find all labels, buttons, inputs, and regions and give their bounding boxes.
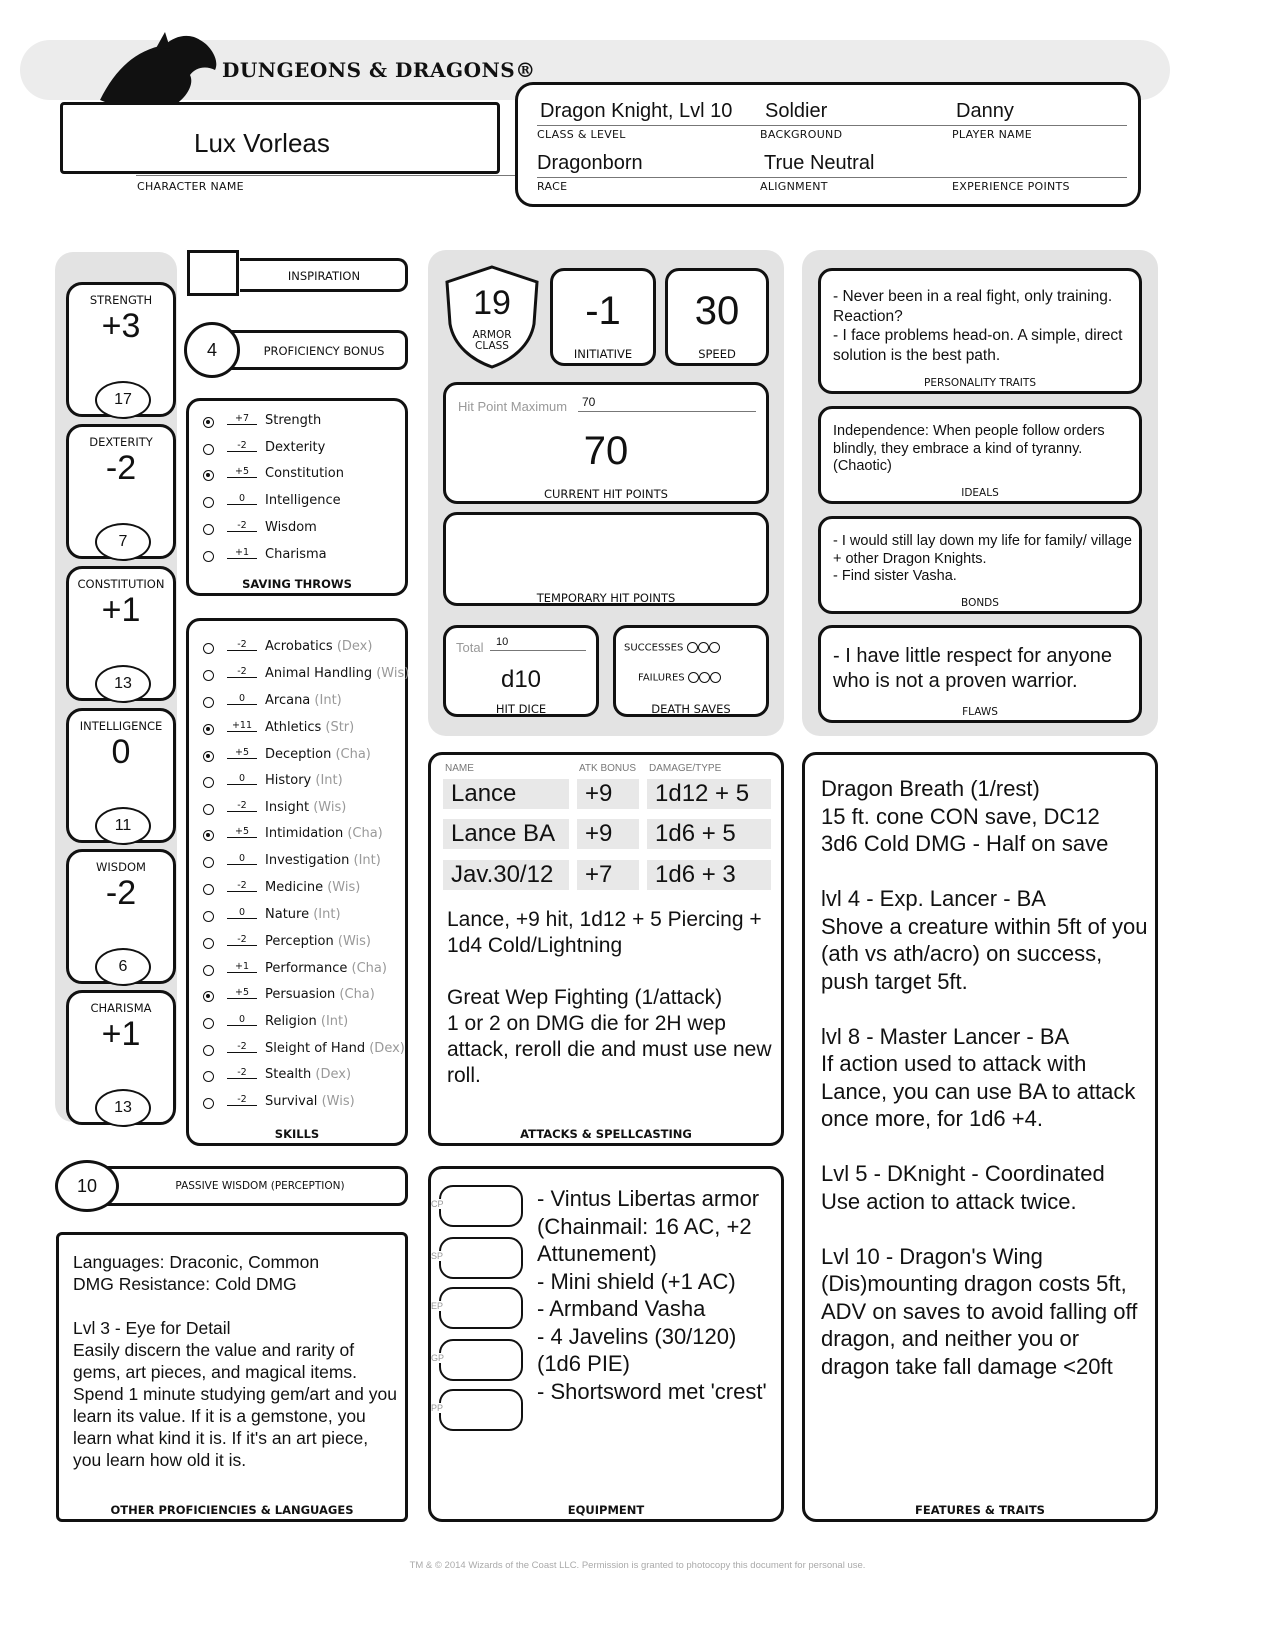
background[interactable]: Soldier: [765, 100, 828, 122]
attacks-col-damage: DAMAGE/TYPE: [649, 763, 722, 774]
ability-charisma: [66, 990, 176, 1125]
save-mod: +1: [227, 547, 257, 559]
skill-mod: -2: [227, 639, 257, 651]
speed-value[interactable]: 30: [694, 289, 740, 333]
skill-name: Persuasion (Cha): [265, 987, 375, 1002]
skill-name: Medicine (Wis): [265, 880, 361, 895]
save-mod: -2: [227, 520, 257, 532]
armor-class-value[interactable]: 19: [473, 284, 511, 322]
skills-label: SKILLS: [274, 1127, 320, 1141]
bonds-text[interactable]: - I would still lay down my life for family/ village + other Dragon Knights. - Find sister Vasha.: [833, 533, 1132, 584]
coin-label: SP: [431, 1251, 444, 1261]
initiative-label: INITIATIVE: [573, 347, 633, 361]
alignment-label: ALIGNMENT: [760, 180, 828, 193]
attacks-col-name: NAME: [445, 763, 474, 774]
character-name[interactable]: Lux Vorleas: [194, 128, 330, 158]
temp-hp-box[interactable]: [443, 512, 769, 606]
proficiency-dot[interactable]: [203, 497, 214, 508]
attacks-col-bonus: ATK BONUS: [579, 763, 637, 774]
features-label: FEATURES & TRAITS: [915, 1503, 1045, 1517]
other-proficiencies-label: OTHER PROFICIENCIES & LANGUAGES: [110, 1503, 354, 1517]
skill-name: Investigation (Int): [265, 853, 381, 868]
proficiency-dot[interactable]: [203, 724, 214, 735]
ability-dexterity: [66, 424, 176, 559]
ability-score[interactable]: 17: [95, 381, 151, 419]
save-name: Wisdom: [265, 520, 317, 535]
ability-score[interactable]: 11: [95, 807, 151, 845]
skill-mod: -2: [227, 1067, 257, 1079]
skill-mod: -2: [227, 934, 257, 946]
weapon-bonus[interactable]: +9: [577, 779, 639, 809]
skill-mod: +1: [227, 961, 257, 973]
skill-mod: +5: [227, 747, 257, 759]
coin-ep[interactable]: [431, 1287, 523, 1329]
failure-circle-2[interactable]: [699, 672, 710, 683]
weapon-damage[interactable]: 1d12 + 5: [647, 779, 771, 809]
coin-label: CP: [431, 1199, 444, 1209]
skill-mod: 0: [227, 773, 257, 785]
temp-hp-label: TEMPORARY HIT POINTS: [536, 591, 676, 605]
current-hp-label: CURRENT HIT POINTS: [543, 487, 668, 501]
character-name-label: CHARACTER NAME: [137, 180, 244, 193]
proficiency-dot[interactable]: [203, 884, 214, 895]
proficiency-dot[interactable]: [203, 643, 214, 654]
skill-mod: -2: [227, 666, 257, 678]
attacks-label: ATTACKS & SPELLCASTING: [520, 1127, 692, 1141]
initiative-box: [550, 268, 656, 366]
personality-traits-label: PERSONALITY TRAITS: [924, 377, 1036, 389]
skill-name: Survival (Wis): [265, 1094, 355, 1109]
coin-sp[interactable]: [431, 1237, 523, 1279]
ability-modifier[interactable]: -2: [105, 449, 137, 487]
save-name: Strength: [265, 413, 322, 428]
proficiency-dot[interactable]: [203, 417, 214, 428]
ability-score[interactable]: 6: [95, 948, 151, 986]
proficiency-dot[interactable]: [203, 444, 214, 455]
hp-max-label: Hit Point Maximum: [458, 399, 568, 414]
skill-mod: +5: [227, 826, 257, 838]
failures-row: [638, 672, 721, 684]
passive-wisdom-label: PASSIVE WISDOM (PERCEPTION): [175, 1180, 345, 1192]
proficiency-dot[interactable]: [203, 1098, 214, 1109]
coin-gp[interactable]: [431, 1339, 523, 1381]
proficiency-dot[interactable]: [203, 857, 214, 868]
flaws-text[interactable]: - I have little respect for anyone who is not a proven warrior.: [833, 645, 1118, 692]
ability-name: DEXTERITY: [89, 435, 153, 449]
coin-label: GP: [431, 1353, 445, 1363]
save-mod: 0: [227, 493, 257, 505]
save-name: Dexterity: [265, 440, 326, 455]
equipment-label: EQUIPMENT: [567, 1503, 645, 1517]
other-proficiencies-text[interactable]: Languages: Draconic, Common DMG Resistance: Cold DMG Lvl 3 - Eye for Detail Easily discern the value and rarity of gems, art pieces, and magical items. Spend 1 minute studying gem/art and you learn its value. If it is a gemstone, you learn what kind it is. If it's an art piece, you learn how old it is.: [73, 1252, 397, 1470]
proficiency-bonus-label: PROFICIENCY BONUS: [263, 344, 385, 358]
hit-dice-value[interactable]: d10: [500, 666, 542, 693]
skill-name: Intimidation (Cha): [265, 826, 383, 841]
skill-name: Animal Handling (Wis): [265, 666, 410, 681]
race[interactable]: Dragonborn: [537, 152, 643, 174]
skill-mod: 0: [227, 907, 257, 919]
flaws-box: [818, 625, 1142, 723]
hit-dice-total-value[interactable]: 10: [496, 636, 509, 648]
ability-modifier[interactable]: +1: [101, 1015, 141, 1053]
skill-mod: -2: [227, 1094, 257, 1106]
weapon-name[interactable]: Lance BA: [443, 819, 569, 849]
proficiency-dot[interactable]: [203, 551, 214, 562]
experience-points-label: EXPERIENCE POINTS: [952, 180, 1070, 193]
personality-traits-text[interactable]: - Never been in a real fight, only training. Reaction? - I face problems head-on. A simple, direct solution is the best path.: [833, 288, 1123, 364]
coin-pp[interactable]: [431, 1389, 523, 1431]
proficiency-dot[interactable]: [203, 777, 214, 788]
ideals-box: [818, 406, 1142, 504]
death-saves-label: DEATH SAVES: [651, 702, 731, 716]
proficiency-dot[interactable]: [203, 911, 214, 922]
proficiency-dot[interactable]: [203, 1018, 214, 1029]
failures-label: FAILURES: [638, 672, 685, 684]
weapon-bonus[interactable]: +7: [577, 860, 639, 890]
ability-score[interactable]: 7: [95, 523, 151, 561]
proficiency-dot[interactable]: [203, 804, 214, 815]
coin-label: PP: [431, 1403, 444, 1413]
success-circle-1[interactable]: [687, 642, 698, 653]
ideals-text[interactable]: Independence: When people follow orders blindly, they embrace a kind of tyranny. (Chaotic): [833, 423, 1109, 474]
equipment-box: [428, 1166, 784, 1522]
skill-mod: 0: [227, 1014, 257, 1026]
current-hp-box: [443, 382, 769, 504]
save-mod: +7: [227, 413, 257, 425]
proficiency-dot[interactable]: [203, 751, 214, 762]
hit-dice-total-label: Total: [456, 640, 484, 655]
player-name[interactable]: Danny: [956, 100, 1014, 122]
skill-mod: -2: [227, 880, 257, 892]
skill-mod: 0: [227, 853, 257, 865]
proficiency-dot[interactable]: [203, 524, 214, 535]
class-level-label: CLASS & LEVEL: [537, 128, 626, 141]
save-mod: +5: [227, 466, 257, 478]
background-label: BACKGROUND: [760, 128, 843, 141]
coin-label: EP: [431, 1301, 444, 1311]
ability-score[interactable]: 13: [95, 1089, 151, 1127]
weapon-name[interactable]: Lance: [443, 779, 569, 809]
death-saves-box: [613, 625, 769, 717]
speed-label: SPEED: [698, 347, 736, 361]
proficiency-dot[interactable]: [203, 1045, 214, 1056]
skill-name: Religion (Int): [265, 1014, 349, 1029]
ability-intelligence: [66, 708, 176, 843]
other-proficiencies-box: [56, 1232, 408, 1522]
passive-wisdom-value[interactable]: 10: [55, 1160, 119, 1212]
proficiency-dot[interactable]: [203, 938, 214, 949]
weapon-bonus[interactable]: +9: [577, 819, 639, 849]
failure-circle-1[interactable]: [688, 672, 699, 683]
skill-name: Athletics (Str): [265, 720, 355, 735]
successes-row: [624, 642, 720, 654]
class-level[interactable]: Dragon Knight, Lvl 10: [540, 100, 733, 122]
proficiency-bonus-value[interactable]: 4: [184, 322, 240, 378]
weapon-name[interactable]: Jav.30/12: [443, 860, 569, 890]
attacks-box: [428, 752, 784, 1146]
bonds-box: [818, 516, 1142, 614]
inspiration-checkbox[interactable]: [187, 250, 239, 296]
hit-dice-label: HIT DICE: [495, 702, 547, 716]
flaws-label: FLAWS: [962, 706, 998, 718]
skill-mod: 0: [227, 693, 257, 705]
save-name: Constitution: [265, 466, 344, 481]
skill-mod: +5: [227, 987, 257, 999]
weapon-damage[interactable]: 1d6 + 3: [647, 860, 771, 890]
proficiency-dot[interactable]: [203, 830, 214, 841]
hp-max-value[interactable]: 70: [582, 395, 596, 409]
success-circle-3[interactable]: [709, 642, 720, 653]
alignment[interactable]: True Neutral: [764, 152, 875, 174]
proficiency-dot[interactable]: [203, 1071, 214, 1082]
skill-mod: +11: [227, 720, 257, 732]
save-name: Intelligence: [265, 493, 341, 508]
equipment-text[interactable]: - Vintus Libertas armor (Chainmail: 16 AC, +2 Attunement) - Mini shield (+1 AC) - Armband Vasha - 4 Javelins (30/120) (1d6 PIE) - Shortsword met 'crest': [537, 1186, 767, 1404]
coin-cp[interactable]: [431, 1185, 523, 1227]
ability-modifier[interactable]: 0: [111, 733, 131, 771]
inspiration-label: INSPIRATION: [287, 269, 361, 283]
race-label: RACE: [537, 180, 568, 193]
proficiency-dot[interactable]: [203, 991, 214, 1002]
ideals-label: IDEALS: [961, 487, 999, 499]
personality-traits-box: [818, 268, 1142, 394]
ability-name: WISDOM: [96, 860, 146, 874]
proficiency-dot[interactable]: [203, 670, 214, 681]
skill-name: Acrobatics (Dex): [265, 639, 373, 654]
skill-name: Deception (Cha): [265, 747, 371, 762]
features-text[interactable]: Dragon Breath (1/rest) 15 ft. cone CON save, DC12 3d6 Cold DMG - Half on save lvl 4 - Exp. Lancer - BA Shove a creature within 5ft of you (ath vs ath/acro) on success, push target 5ft. lvl 8 - Master Lancer - BA If action used to attack with Lance, you can use BA to attack once more, for 1d6 +4. Lvl 5 - DKnight - Coordinated Use action to attack twice. Lvl 10 - Dragon's Wing (Dis)mounting dragon costs 5ft, ADV on saves to avoid falling off dragon, and neither you or dragon take fall damage <20ft: [821, 776, 1148, 1379]
ability-name: STRENGTH: [89, 293, 153, 307]
skill-name: Arcana (Int): [265, 693, 342, 708]
bonds-label: BONDS: [961, 597, 999, 609]
skill-name: Insight (Wis): [265, 800, 347, 815]
player-name-label: PLAYER NAME: [952, 128, 1032, 141]
weapon-damage[interactable]: 1d6 + 5: [647, 819, 771, 849]
ability-name: INTELLIGENCE: [79, 719, 163, 733]
skill-name: Nature (Int): [265, 907, 341, 922]
saving-throws-label: SAVING THROWS: [242, 577, 352, 591]
logo-text: DUNGEONS & DRAGONS®: [222, 58, 536, 82]
skill-mod: -2: [227, 1041, 257, 1053]
current-hp-value[interactable]: 70: [583, 429, 629, 473]
skill-name: Sleight of Hand (Dex): [265, 1041, 405, 1056]
skill-name: History (Int): [265, 773, 343, 788]
ability-name: CHARISMA: [90, 1001, 152, 1015]
speed-box: [665, 268, 769, 366]
ability-modifier[interactable]: +3: [101, 307, 141, 345]
skill-name: Performance (Cha): [265, 961, 387, 976]
attacks-notes[interactable]: Lance, +9 hit, 1d12 + 5 Piercing + 1d4 Cold/Lightning Great Wep Fighting (1/attack) 1 or 2 on DMG die for 2H wep attack, reroll die and must use new roll.: [447, 908, 772, 1087]
ability-strength: [66, 282, 176, 417]
ability-constitution: [66, 566, 176, 701]
ability-wisdom: [66, 849, 176, 984]
skills-box: [186, 618, 408, 1146]
skill-name: Stealth (Dex): [265, 1067, 352, 1082]
successes-label: SUCCESSES: [624, 642, 684, 654]
save-name: Charisma: [265, 547, 327, 562]
proficiency-dot[interactable]: [203, 697, 214, 708]
failure-circle-3[interactable]: [710, 672, 721, 683]
proficiency-dot[interactable]: [203, 470, 214, 481]
character-name-underline: [136, 175, 516, 176]
ability-modifier[interactable]: -2: [105, 874, 137, 912]
ability-modifier[interactable]: +1: [101, 591, 141, 629]
hit-dice-box: [443, 625, 599, 717]
success-circle-2[interactable]: [698, 642, 709, 653]
initiative-value[interactable]: -1: [585, 289, 621, 333]
saving-throws-box: [186, 398, 408, 596]
skill-name: Perception (Wis): [265, 934, 371, 949]
ability-score[interactable]: 13: [95, 665, 151, 703]
armor-class-label: ARMOR CLASS: [472, 329, 512, 352]
ability-name: CONSTITUTION: [77, 577, 165, 591]
copyright-footer: TM & © 2014 Wizards of the Coast LLC. Permission is granted to photocopy this document for personal use.: [409, 1560, 866, 1571]
save-mod: -2: [227, 440, 257, 452]
skill-mod: -2: [227, 800, 257, 812]
proficiency-dot[interactable]: [203, 965, 214, 976]
features-box: [802, 752, 1158, 1522]
